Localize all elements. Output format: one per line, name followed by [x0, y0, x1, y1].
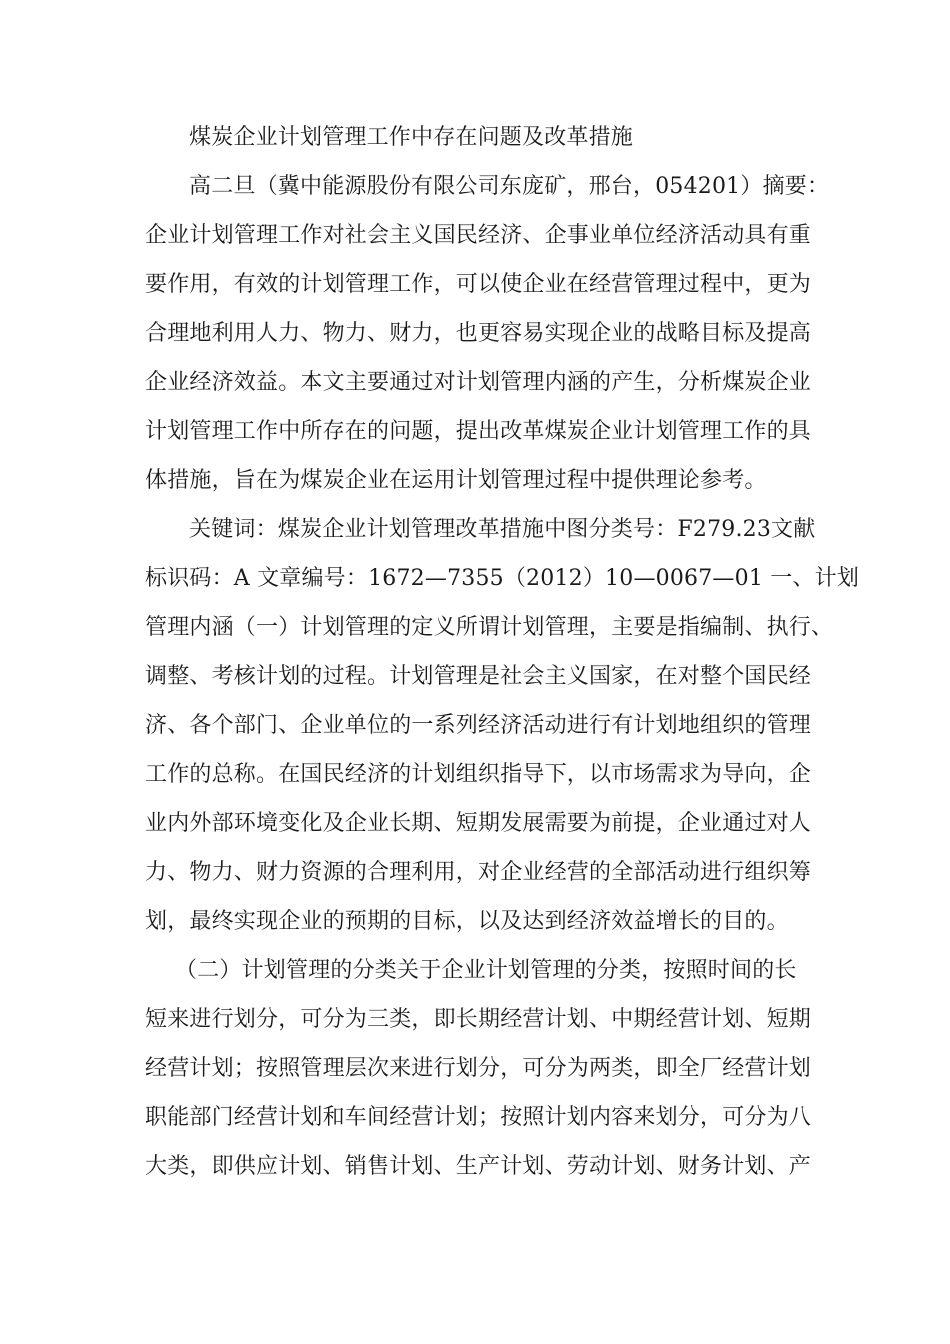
- text-line: 要作用，有效的计划管理工作，可以使企业在经营管理过程中，更为: [145, 272, 812, 297]
- text-line: 企业计划管理工作对社会主义国民经济、企事业单位经济活动具有重: [145, 223, 812, 248]
- text-line: 管理内涵（一）计划管理的定义所谓计划管理，主要是指编制、执行、: [145, 615, 834, 640]
- text-line: 体措施，旨在为煤炭企业在运用计划管理过程中提供理论参考。: [145, 468, 767, 493]
- text-line: 调整、考核计划的过程。计划管理是社会主义国家，在对整个国民经: [145, 664, 812, 689]
- section-heading-line: （二）计划管理的分类关于企业计划管理的分类，按照时间的长: [175, 958, 797, 983]
- text-line: 工作的总称。在国民经济的计划组织指导下，以市场需求为导向，企: [145, 762, 812, 787]
- text-line: 合理地利用人力、物力、财力，也更容易实现企业的战略目标及提高: [145, 321, 812, 346]
- document-body: [145, 113, 860, 1191]
- text-line: 力、物力、财力资源的合理利用，对企业经营的全部活动进行组织筹: [145, 860, 812, 885]
- article-title: 煤炭企业计划管理工作中存在问题及改革措施: [189, 125, 634, 150]
- author-line: 高二旦（冀中能源股份有限公司东庞矿，邢台，054201）摘要：: [189, 174, 830, 199]
- keywords-line: 关键词：煤炭企业计划管理改革措施中图分类号：F279.23文献: [189, 517, 816, 542]
- text-line: 职能部门经营计划和车间经营计划；按照计划内容来划分，可分为八: [145, 1105, 812, 1130]
- text-line: 短来进行划分，可分为三类，即长期经营计划、中期经营计划、短期: [145, 1007, 812, 1032]
- text-line: 标识码：A 文章编号：1672—7355（2012）10—0067—01 一、计划: [145, 566, 860, 591]
- text-line: 业内外部环境变化及企业长期、短期发展需要为前提，企业通过对人: [145, 811, 812, 836]
- text-line: 大类，即供应计划、销售计划、生产计划、劳动计划、财务计划、产: [145, 1154, 812, 1179]
- text-line: 济、各个部门、企业单位的一系列经济活动进行有计划地组织的管理: [145, 713, 812, 738]
- text-line: 经营计划；按照管理层次来进行划分，可分为两类，即全厂经营计划: [145, 1056, 812, 1081]
- text-line: 企业经济效益。本文主要通过对计划管理内涵的产生，分析煤炭企业: [145, 370, 812, 395]
- text-line: 划，最终实现企业的预期的目标，以及达到经济效益增长的目的。: [145, 909, 789, 934]
- text-line: 计划管理工作中所存在的问题，提出改革煤炭企业计划管理工作的具: [145, 419, 812, 444]
